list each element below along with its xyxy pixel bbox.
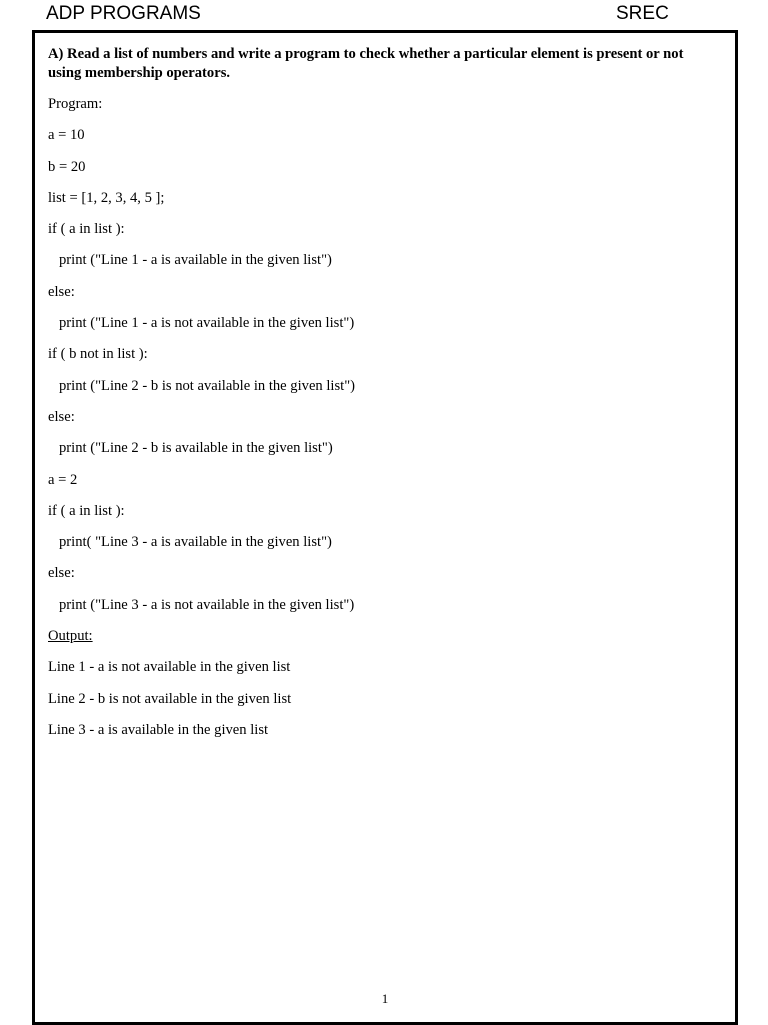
code-line: else:	[48, 283, 75, 300]
code-line: else:	[48, 565, 75, 582]
code-line: else:	[48, 408, 75, 425]
code-line: print ("Line 3 - a is not available in the given list")	[59, 596, 355, 613]
page-frame	[32, 30, 738, 1025]
code-line: list = [1, 2, 3, 4, 5 ];	[48, 189, 165, 206]
code-line: print ("Line 1 - a is not available in the given list")	[59, 315, 355, 332]
code-line: print ("Line 2 - b is not available in the given list")	[59, 377, 356, 394]
code-line: if ( b not in list ):	[48, 346, 148, 363]
code-line: a = 10	[48, 127, 85, 144]
code-line: b = 20	[48, 158, 86, 175]
code-line: a = 2	[48, 471, 78, 488]
output-line: Line 3 - a is available in the given list	[48, 721, 269, 738]
question-title: A) Read a list of numbers and write a program to check whether a particular element is present or not using membership operators.	[48, 46, 684, 81]
code-line: print ("Line 1 - a is available in the given list")	[59, 252, 332, 269]
output-label: Output:	[48, 628, 93, 645]
code-line: print ("Line 2 - b is available in the given list")	[59, 440, 333, 457]
code-line: if ( a in list ):	[48, 221, 125, 238]
code-line: if ( a in list ):	[48, 502, 125, 519]
output-line: Line 1 - a is not available in the given list	[48, 659, 291, 676]
code-line: print( "Line 3 - a is available in the given list")	[59, 534, 332, 551]
header-title: ADP PROGRAMS	[46, 3, 201, 24]
header-institution: SREC	[616, 3, 669, 24]
program-label: Program:	[48, 96, 103, 112]
page-number: 1	[381, 991, 389, 1006]
output-line: Line 2 - b is not available in the given list	[48, 690, 292, 707]
page-content	[48, 45, 713, 752]
